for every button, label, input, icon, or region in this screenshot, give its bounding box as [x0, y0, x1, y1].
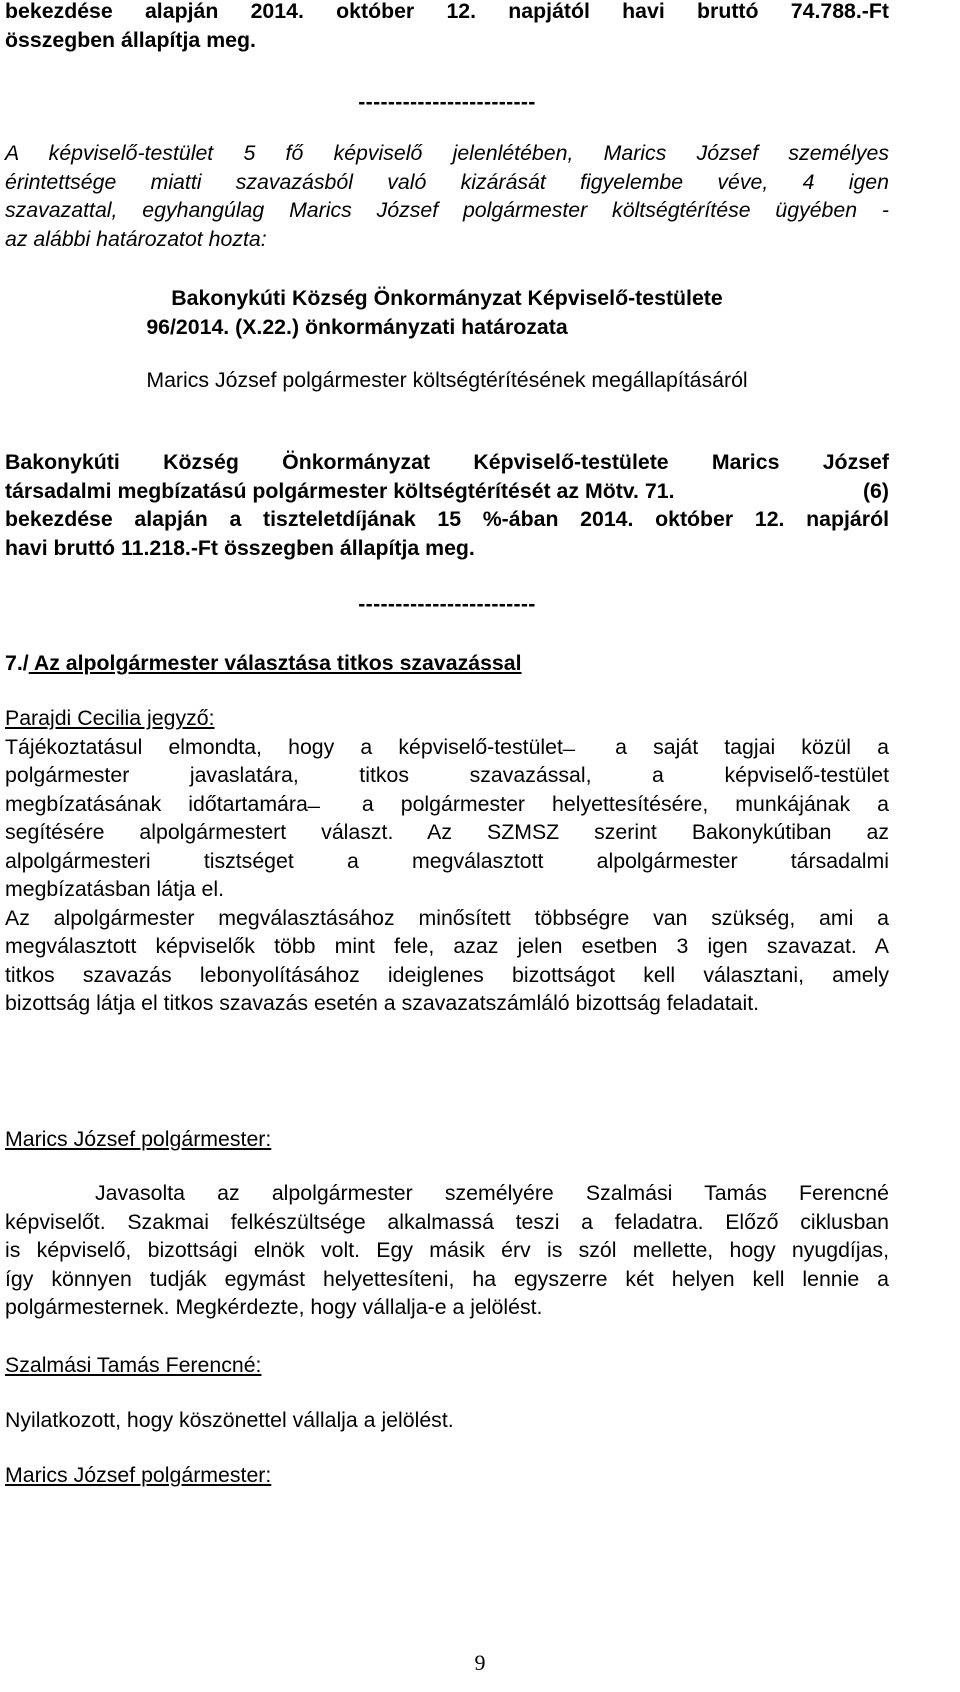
speaker-text: [5, 1406, 889, 1435]
resolution-heading: [5, 284, 889, 341]
text-line: érintettsége miatti szavazásból való kizárását figyelembe véve, 4 igen: [5, 169, 889, 194]
text-line: polgármester javaslatára, titkos szavazással, a képviselő-testület: [5, 763, 889, 787]
resolution-subject: [5, 366, 889, 395]
section-title-text: Az alpolgármester választása titkos szavazással: [28, 651, 522, 675]
speaker-name: Marics József polgármester:: [5, 1463, 272, 1487]
page-number: 9: [474, 1650, 486, 1675]
text-line: megválasztott képviselők több mint fele, azaz jelen esetben 3 igen szavazat. A: [5, 934, 889, 958]
speaker-name: Parajdi Cecilia jegyző:: [5, 706, 215, 730]
italic-paragraph: [5, 139, 889, 253]
text-line: Bakonykúti Község Önkormányzat Képviselő-testülete Marics József: [5, 450, 889, 474]
resolution-subject-text: Marics József polgármester költségtérítésének megállapításáról: [146, 368, 748, 392]
text-line: Nyilatkozott, hogy köszönettel vállalja a jelölést.: [5, 1408, 454, 1432]
text-fragment: (6): [862, 478, 889, 503]
text-line: összegben állapítja meg.: [5, 27, 256, 52]
text-line: [5, 477, 889, 506]
separator: ------------------------: [358, 592, 536, 616]
speaker-block: [5, 704, 889, 1018]
speaker-text: [5, 1179, 889, 1322]
text-line: polgármesternek. Megkérdezte, hogy vállalja-e a jelölést.: [5, 1295, 543, 1319]
section-number: 7./: [5, 651, 29, 675]
text-line: Javasolta az alpolgármester személyére Szalmási Tamás Ferencné: [95, 1181, 889, 1205]
text-line: Az alpolgármester megválasztásához minősített többségre van szükség, ami a: [5, 905, 889, 930]
separator: ------------------------: [358, 90, 536, 114]
text-line: segítésére alpolgármestert választ. Az SZMSZ szerint Bakonykútiban az: [5, 820, 889, 844]
text-line: képviselőt. Szakmai felkészültsége alkalmassá teszi a feladatra. Előző ciklusban: [5, 1209, 889, 1234]
speaker-block: [5, 1461, 889, 1490]
text-line: így könnyen tudják egymást helyettesíteni, ha egyszerre két helyen kell lennie a: [5, 1266, 889, 1291]
speaker-name: Marics József polgármester:: [5, 1127, 272, 1151]
speaker-name: Szalmási Tamás Ferencné:: [5, 1353, 262, 1377]
resolution-body: [5, 448, 889, 562]
text-line: megbízatásban látja el.: [5, 877, 225, 901]
text-line: bekezdése alapján a tiszteletdíjának 15 %-ában 2014. október 12. napjáról: [5, 507, 889, 531]
text-line: bizottság látja el titkos szavazás esetén a szavazatszámláló bizottság feladatait.: [5, 991, 760, 1015]
top-paragraph: [5, 0, 889, 54]
text-line: bekezdése alapján 2014. október 12. napjától havi bruttó 74.788.-Ft: [5, 0, 889, 23]
text-line: Tájékoztatásul elmondta, hogy a képviselő-testület ̶ a saját tagjai közül a: [5, 734, 889, 759]
text-line: havi bruttó 11.218.-Ft összegben állapítja meg.: [5, 535, 475, 560]
resolution-heading-line: Bakonykúti Község Önkormányzat Képviselő-testülete: [171, 286, 723, 310]
text-line: szavazattal, egyhangúlag Marics József polgármester költségtérítése ügyében -: [5, 198, 889, 222]
text-line: is képviselő, bizottsági elnök volt. Egy másik érv is szól mellette, hogy nyugdíjas,: [5, 1238, 889, 1262]
text-line: az alábbi határozatot hozta:: [5, 226, 267, 251]
text-line: megbízatásának időtartamára ̶ a polgármester helyettesítésére, munkájának a: [5, 791, 889, 816]
text-line: alpolgármesteri tisztséget a megválasztott alpolgármester társadalmi: [5, 848, 889, 873]
speaker-block: [5, 1351, 889, 1380]
text-line: titkos szavazás lebonyolításához ideiglenes bizottságot kell választani, amely: [5, 962, 889, 987]
speaker-block: [5, 1125, 889, 1154]
resolution-number: 96/2014. (X.22.) önkormányzati határozata: [146, 314, 568, 339]
text-line: A képviselő-testület 5 fő képviselő jelenlétében, Marics József személyes: [5, 141, 889, 165]
section-title: [5, 649, 889, 678]
text-fragment: társadalmi megbízatású polgármester költségtérítését az Mötv. 71.: [5, 478, 675, 503]
